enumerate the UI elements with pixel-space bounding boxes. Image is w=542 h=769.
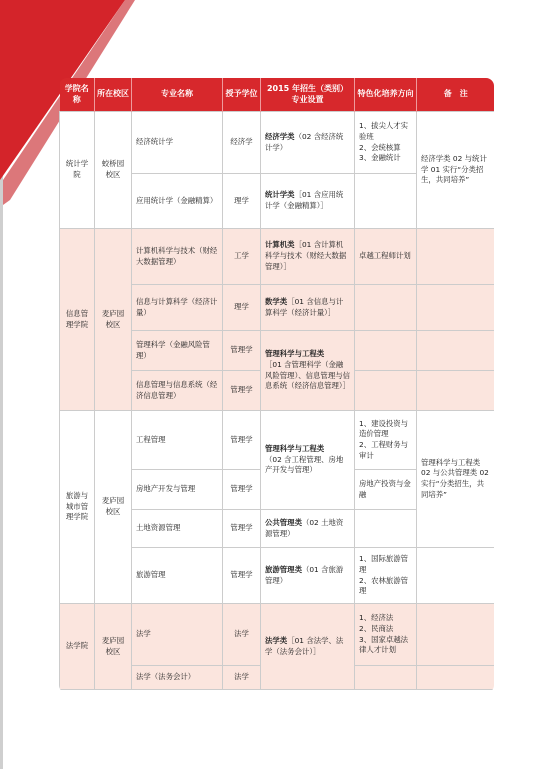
note-cell: 经济学类 02 与统计学 01 实行“分类招生，共同培养” <box>417 112 495 229</box>
direction-cell <box>355 331 417 371</box>
campus-cell: 麦庐园校区 <box>95 229 132 411</box>
direction-cell <box>355 285 417 331</box>
table-row <box>60 229 495 285</box>
note-cell <box>417 371 495 411</box>
note-cell <box>417 548 495 604</box>
direction-cell <box>355 510 417 548</box>
major-cell: 应用统计学（金融精算） <box>132 174 223 229</box>
note-cell <box>417 285 495 331</box>
setting-rest: ［01 含计算机科学与技术（财经大数据管理）］ <box>265 240 347 271</box>
setting-bold: 管理科学与工程类 <box>265 443 325 453</box>
major-cell: 法学 <box>132 604 223 666</box>
setting-cell <box>261 285 355 331</box>
major-cell: 信息管理与信息系统（经济信息管理） <box>132 371 223 411</box>
major-cell: 房地产开发与管理 <box>132 470 223 510</box>
direction-cell: 1、经济法 2、民商法 3、国家卓越法律人才计划 <box>355 604 417 666</box>
direction-cell: 卓越工程师计划 <box>355 229 417 285</box>
setting-cell <box>261 229 355 285</box>
setting-cell <box>261 510 355 548</box>
setting-bold: 管理科学与工程类 <box>265 349 325 359</box>
setting-cell <box>261 174 355 229</box>
header-college: 学院名称 <box>60 78 95 112</box>
setting-rest: ［01 含管理科学（金融风险管理）、信息管理与信息系统（经济信息管理）］ <box>265 359 350 391</box>
setting-bold: 数学类 <box>265 296 288 306</box>
setting-rest: （02 土地资源管理） <box>265 517 344 538</box>
degree-cell: 管理学 <box>223 411 261 470</box>
direction-cell <box>355 174 417 229</box>
setting-bold: 计算机类 <box>265 240 295 250</box>
enrollment-table <box>59 78 494 693</box>
setting-bold: 经济学类 <box>265 131 295 141</box>
degree-cell: 理学 <box>223 285 261 331</box>
note-cell <box>417 229 495 285</box>
setting-rest: （02 含工程管理、房地产开发与管理） <box>265 454 344 475</box>
header-note: 备 注 <box>417 78 495 112</box>
setting-rest: ［01 含法学、法学（法务会计）］ <box>265 635 344 656</box>
major-cell: 管理科学（金融风险管理） <box>132 331 223 371</box>
setting-rest: ［01 含应用统计学（金融精算）］ <box>265 190 344 210</box>
degree-cell: 法学 <box>223 666 261 690</box>
direction-cell: 1、拔尖人才实验班 2、会统核算 3、金融统计 <box>355 112 417 174</box>
degree-cell: 管理学 <box>223 510 261 548</box>
setting-rest: （01 含旅游管理） <box>265 564 344 585</box>
college-cell: 信息管理学院 <box>60 229 95 411</box>
setting-cell <box>261 331 355 411</box>
degree-cell: 法学 <box>223 604 261 666</box>
degree-cell: 管理学 <box>223 371 261 411</box>
header-setting: 2015 年招生（类别）专业设置 <box>261 78 355 112</box>
degree-cell: 管理学 <box>223 331 261 371</box>
header-campus: 所在校区 <box>95 78 132 112</box>
header-major: 专业名称 <box>132 78 223 112</box>
setting-rest: （02 含经济统计学） <box>265 131 344 152</box>
setting-cell <box>261 411 355 510</box>
table-row <box>60 604 495 666</box>
campus-cell: 麦庐园校区 <box>95 604 132 690</box>
table-row <box>60 112 495 174</box>
setting-bold: 公共管理类 <box>265 517 302 527</box>
major-cell: 经济统计学 <box>132 112 223 174</box>
setting-bold: 统计学类 <box>265 190 295 200</box>
table-row <box>60 411 495 470</box>
college-cell: 统计学院 <box>60 112 95 229</box>
direction-cell: 1、国际旅游管理 2、农林旅游管理 <box>355 548 417 604</box>
note-cell <box>417 331 495 371</box>
setting-rest: ［01 含信息与计算科学（经济计量）］ <box>265 296 344 317</box>
college-cell: 法学院 <box>60 604 95 690</box>
campus-cell: 麦庐园校区 <box>95 411 132 604</box>
header-direction: 特色化培养方向 <box>355 78 417 112</box>
degree-cell: 经济学 <box>223 112 261 174</box>
campus-cell: 蛟桥园校区 <box>95 112 132 229</box>
major-cell: 旅游管理 <box>132 548 223 604</box>
direction-cell: 1、建设投资与造价管理 2、工程财务与审计 <box>355 411 417 470</box>
note-cell: 管理科学与工程类 02 与公共管理类 02 实行“分类招生，共同培养” <box>417 411 495 548</box>
table-header-row <box>60 78 495 112</box>
college-cell: 旅游与城市管理学院 <box>60 411 95 604</box>
major-cell: 工程管理 <box>132 411 223 470</box>
setting-cell <box>261 604 355 690</box>
note-cell <box>417 666 495 690</box>
degree-cell: 管理学 <box>223 548 261 604</box>
major-cell: 土地资源管理 <box>132 510 223 548</box>
header-degree: 授予学位 <box>223 78 261 112</box>
major-cell: 计算机科学与技术（财经大数据管理） <box>132 229 223 285</box>
note-cell <box>417 604 495 666</box>
major-cell: 信息与计算科学（经济计量） <box>132 285 223 331</box>
direction-cell <box>355 371 417 411</box>
degree-cell: 管理学 <box>223 470 261 510</box>
direction-cell <box>355 666 417 690</box>
setting-cell <box>261 112 355 174</box>
setting-cell <box>261 548 355 604</box>
setting-bold: 旅游管理类 <box>265 564 302 574</box>
degree-cell: 理学 <box>223 174 261 229</box>
direction-cell: 房地产投资与金融 <box>355 470 417 510</box>
major-cell: 法学（法务会计） <box>132 666 223 690</box>
setting-bold: 法学类 <box>265 635 288 645</box>
degree-cell: 工学 <box>223 229 261 285</box>
